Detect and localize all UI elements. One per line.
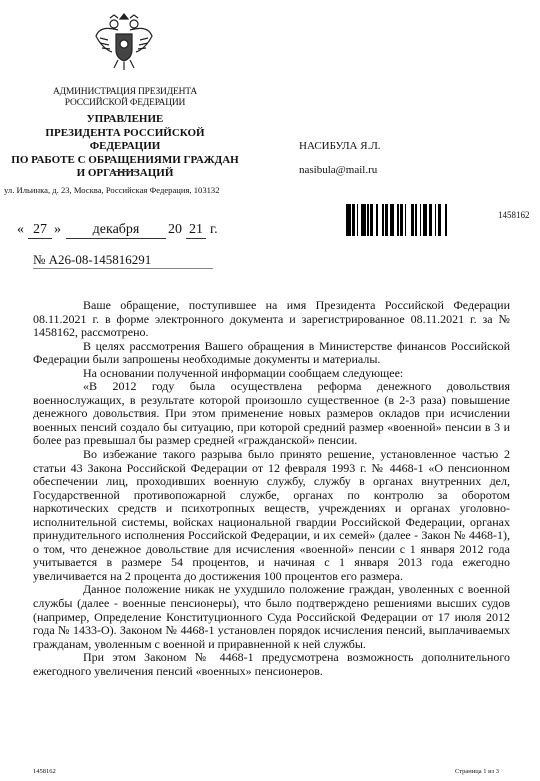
footer-page-number: Страница 1 из 3 [455,768,500,775]
admin-line-1: АДМИНИСТРАЦИЯ ПРЕЗИДЕНТА [52,87,198,97]
date-day: 27 [28,222,52,239]
paragraph-1: Ваше обращение, поступившее на имя Президента Российской Федерации 08.11.2021 г. в форме электронного документа и зарегистрированное 08.11.2021 г. за № 1458162, рассмотрено. [33,298,510,340]
reference-number: № А26-08-145816291 [33,252,152,267]
date-close-quote: » [54,222,61,237]
paragraph-5: Во избежание такого разрыва было принято решение, установленное частью 2 статьи 43 Закона Российской Федерации от 12 февраля 1993 г. № 4468-1 «О пенсионном обеспечении лиц, проходивших военную службу, службу в органах внутренних дел, Государственной противопожарной службе, органах по контролю за оборотом наркотических средств и психотропных веществ, учреждениях и органах уголовно-исполнительной системы, войсках национальной гвардии Российской Федерации, органах принудительного исполнения Российской Федерации, и их семей» (далее - Закон № 4468-1), о том, что денежное довольствие для исчисления «военной» пенсии с 1 января 2012 года учитывается в размере 54 процентов, и начиная с 1 января 2013 года ежегодно увеличивается на 2 процента до достижения 100 процентов его размера. [33,447,510,583]
date-open-quote: « [17,222,24,237]
paragraph-6: Данное положение никак не ухудшило положение граждан, уволенных с военной службы (далее - военные пенсионеры), что было подтверждено решениями высших судов (например, Определение Конституционного Суда Российской Федерации от 17 июля 2012 года № 1433-О). Законом № 4468-1 установлен порядок исчисления пенсий, выплачиваемых гражданам, уволенным с военной и приравненной к ней службы. [33,582,510,651]
date-month: декабря [66,222,166,239]
recipient-name: НАСИБУЛА Я.Л. [299,140,381,152]
date-year-prefix: 20 [168,222,182,237]
administration-heading [40,87,210,109]
recipient-email: nasibula@mail.ru [299,164,378,176]
paragraph-2: В целях рассмотрения Вашего обращения в Министерстве финансов Российской Федерации были запрошены необходимые документы и материалы. [33,338,510,367]
date-year-suffix: 21 [186,222,206,239]
barcode-number: 1458162 [498,210,530,220]
paragraph-4: «В 2012 году была осуществлена реформа денежного довольствия военнослужащих, в результате которой произошло существенное (в 2-3 раза) повышение денежного довольствия. При этом применение новых размеров окладов при исчислении военных пенсий создало бы ситуацию, при которой средний размер «военной» пенсии в 3 и более раз превышал бы размер средней «гражданской» пенсии. [33,379,510,448]
admin-line-2: РОССИЙСКОЙ ФЕДЕРАЦИИ [64,98,186,108]
barcode [346,204,492,236]
dept-line-2: ПРЕЗИДЕНТА РОССИЙСКОЙ ФЕДЕРАЦИИ [45,126,205,152]
letter-body [33,299,510,678]
barcode-gap [447,204,449,236]
reference-underline [33,268,213,269]
dept-line-3: ПО РАБОТЕ С ОБРАЩЕНИЯМИ ГРАЖДАН [11,153,239,166]
department-divider [111,171,137,172]
coat-of-arms-emblem [92,10,156,74]
paragraph-3: На основании полученной информации сообщаем следующее: [83,365,404,380]
footer-document-id: 1458162 [33,768,56,775]
date-year-abbr: г. [210,222,218,237]
dept-line-4: И ОРГАНИЗАЦИЙ [76,167,174,179]
sender-address: ул. Ильинка, д. 23, Москва, Российская Федерация, 103132 [4,185,220,195]
paragraph-7: При этом Законом № 4468-1 предусмотрена возможность дополнительного ежегодного увеличения пенсий «военных» пенсионеров. [33,650,510,678]
dept-line-1: УПРАВЛЕНИЕ [86,113,164,125]
